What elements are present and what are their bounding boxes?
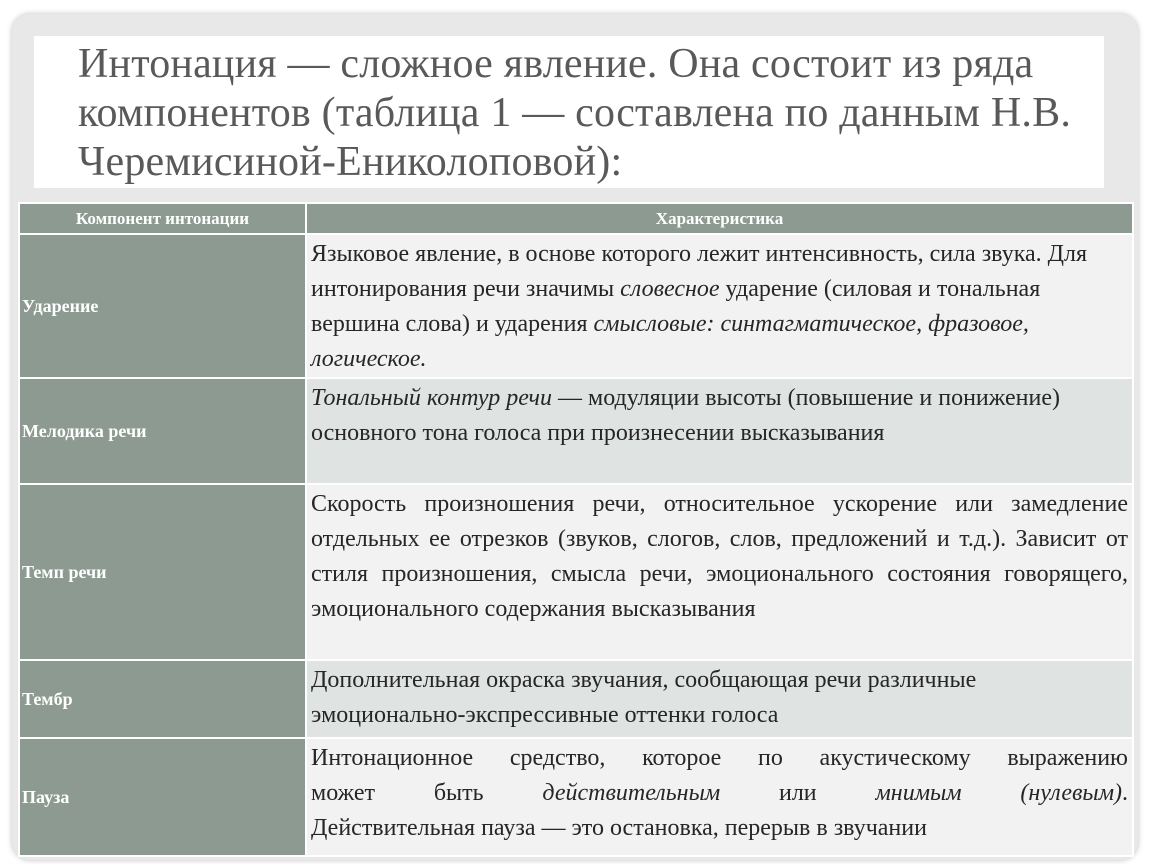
- table-row: [19, 738, 1133, 856]
- table-row: [19, 484, 1133, 660]
- description-cell: [306, 378, 1133, 484]
- description-italic: словесное: [620, 276, 720, 302]
- description-text: Дополнительная окраска звучания, сообщающая речи различные эмоционально-экспрессивные оттенки голоса: [311, 667, 977, 728]
- description-text: .: [1122, 780, 1128, 806]
- table-row: [19, 234, 1133, 378]
- description-cell: [306, 234, 1133, 378]
- component-cell: Пауза: [19, 738, 306, 856]
- description-cell: [306, 738, 1133, 856]
- description-line: Интонационное средство, которое по акустическому выражению: [311, 745, 1128, 771]
- description-line: [311, 776, 1128, 811]
- description-text: Скорость произношения речи, относительное ускорение или замедление отдельных ее отрезков (звуков, слогов, слов, предложений и т.д.). Зависит от стиля произношения, смысла речи, эмоционального состояния говорящего, эмоционального содержания высказывания: [311, 491, 1128, 622]
- table-header-row: [19, 203, 1133, 234]
- description-text: может быть: [311, 780, 543, 806]
- component-cell: Тембр: [19, 660, 306, 738]
- component-cell: Ударение: [19, 234, 306, 378]
- table-row: [19, 660, 1133, 738]
- components-table: [18, 202, 1134, 857]
- description-italic: действительным: [542, 780, 721, 806]
- description-italic: Тональный контур речи: [311, 385, 553, 411]
- description-line: Действительная пауза — это остановка, перерыв в звучании: [311, 815, 927, 841]
- description-text: — модуляции высоты (повышение и понижение) основного тона голоса при произнесении высказывания: [311, 385, 1061, 446]
- header-component: Компонент интонации: [19, 203, 306, 234]
- table-row: [19, 378, 1133, 484]
- slide-title: Интонация — сложное явление. Она состоит из ряда компонентов (таблица 1 — составлена по данным Н.В. Черемисиной-Ениколоповой):: [78, 41, 1072, 185]
- components-table-wrap: [18, 202, 1132, 852]
- description-cell: [306, 484, 1133, 660]
- description-text: или: [720, 780, 876, 806]
- description-italic: смысловые: синтагматическое, фразовое, логическое.: [311, 311, 1029, 372]
- component-cell: Мелодика речи: [19, 378, 306, 484]
- component-cell: Темп речи: [19, 484, 306, 660]
- description-text: Языковое явление, в основе которого лежит интенсивность, сила звука. Для интонирования речи значимы: [311, 241, 1088, 302]
- header-characteristic: Характеристика: [306, 203, 1133, 234]
- description-cell: [306, 660, 1133, 738]
- description-italic: мнимым (нулевым): [875, 780, 1122, 806]
- description-text: ударение (силовая и тональная вершина слова) и ударения: [311, 276, 1041, 337]
